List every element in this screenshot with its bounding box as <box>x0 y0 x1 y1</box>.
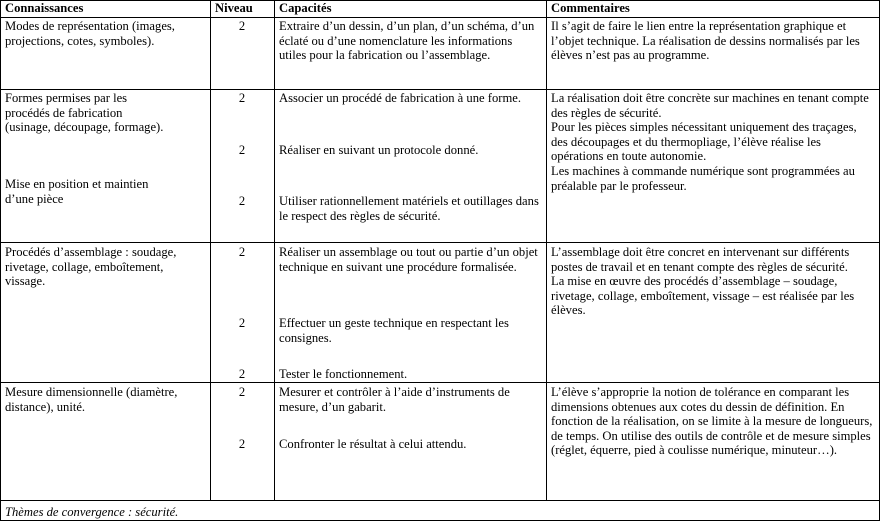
connaissances-cell <box>1 19 210 48</box>
niveau-value: 2 <box>238 245 246 259</box>
connaissances-text: Mesure dimensionnelle (diamètre, distance), unité. <box>5 385 178 414</box>
header-connaissances: Connaissances <box>5 1 84 15</box>
row-divider <box>1 500 879 501</box>
niveau-value: 2 <box>238 91 246 105</box>
capacite-text: Réaliser un assemblage ou tout ou partie d’un objet technique en suivant une procédure formalisée. <box>279 245 538 274</box>
capacite-text: Mesurer et contrôler à l’aide d’instruments de mesure, d’un gabarit. <box>279 385 510 414</box>
commentaire-text: La réalisation doit être concrète sur machines en tenant compte des règles de sécurité. <box>551 91 869 120</box>
commentaires-cell <box>547 91 879 193</box>
row-divider <box>1 89 879 90</box>
commentaire-text: Pour les pièces simples nécessitant uniquement des traçages, des découpages et du thermopliage, l’élève réalise les opérations en toute autonomie. <box>551 120 857 164</box>
capacite-text: Extraire d’un dessin, d’un plan, d’un schéma, d’un éclaté ou d’une nomenclature les informations utiles pour la fabrication ou l’assemblage. <box>279 19 535 63</box>
capacite-text: Tester le fonctionnement. <box>279 367 408 381</box>
connaissances-text: Modes de représentation (images, projections, cotes, symboles). <box>5 19 175 48</box>
connaissances-text: Procédés d’assemblage : soudage, rivetage, collage, emboîtement, vissage. <box>5 245 177 289</box>
connaissances-cell <box>1 245 210 289</box>
header-niveau: Niveau <box>215 1 253 15</box>
connaissances-cell <box>1 385 210 414</box>
commentaire-text: L’assemblage doit être concret en intervenant sur différents postes de travail et en tenant compte des règles de sécurité. <box>551 245 850 274</box>
commentaires-cell <box>547 19 879 63</box>
capacite-text: Réaliser en suivant un protocole donné. <box>279 143 479 157</box>
convergence-footer: Thèmes de convergence : sécurité. <box>5 505 179 519</box>
capacite-text: Effectuer un geste technique en respectant les consignes. <box>279 316 509 345</box>
commentaire-text: La mise en œuvre des procédés d’assemblage – soudage, rivetage, collage, emboîtement, vissage – est réalisée par les élèves. <box>551 274 855 318</box>
header-capacites: Capacités <box>279 1 332 15</box>
row-divider <box>1 242 879 243</box>
capacites-cell <box>275 91 546 241</box>
commentaires-cell <box>547 245 879 318</box>
niveau-value: 2 <box>238 437 246 451</box>
capacite-text: Confronter le résultat à celui attendu. <box>279 437 467 451</box>
niveau-value: 2 <box>238 19 246 33</box>
connaissances-text: Mise en position et maintien d’une pièce <box>5 177 149 206</box>
niveau-value: 2 <box>238 316 246 330</box>
connaissances-text: Formes permises par les procédés de fabrication (usinage, découpage, formage). <box>5 91 164 135</box>
row-divider <box>1 382 879 383</box>
commentaires-cell <box>547 385 879 458</box>
commentaire-text: Il s’agit de faire le lien entre la représentation graphique et l’objet technique. La réalisation de dessins normalisés par les élèves n’est pas au programme. <box>551 19 860 63</box>
capacite-text: Utiliser rationnellement matériels et outillages dans le respect des règles de sécurité. <box>279 194 539 223</box>
commentaire-text: L’élève s’approprie la notion de tolérance en comparant les dimensions obtenues aux cotes du dessin de définition. En fonction de la réalisation, on se limite à la mesure de longueurs, de temps. On utilise des outils de contrôle et de mesure simples (réglet, équerre, pied à coulisse numérique, minuteur…). <box>551 385 873 458</box>
capacites-cell <box>275 19 546 63</box>
commentaire-text: Les machines à commande numérique sont programmées au préalable par le professeur. <box>551 163 855 193</box>
niveau-value: 2 <box>238 194 246 208</box>
niveau-value: 2 <box>238 143 246 157</box>
niveau-value: 2 <box>238 385 246 399</box>
capacite-text: Associer un procédé de fabrication à une forme. <box>279 91 521 105</box>
niveau-value: 2 <box>238 367 246 381</box>
row-divider <box>1 17 879 18</box>
table-header <box>1 1 879 17</box>
capacites-cell <box>275 385 546 499</box>
capacites-cell <box>275 245 546 381</box>
connaissances-cell <box>1 91 169 241</box>
header-commentaires: Commentaires <box>551 1 630 15</box>
